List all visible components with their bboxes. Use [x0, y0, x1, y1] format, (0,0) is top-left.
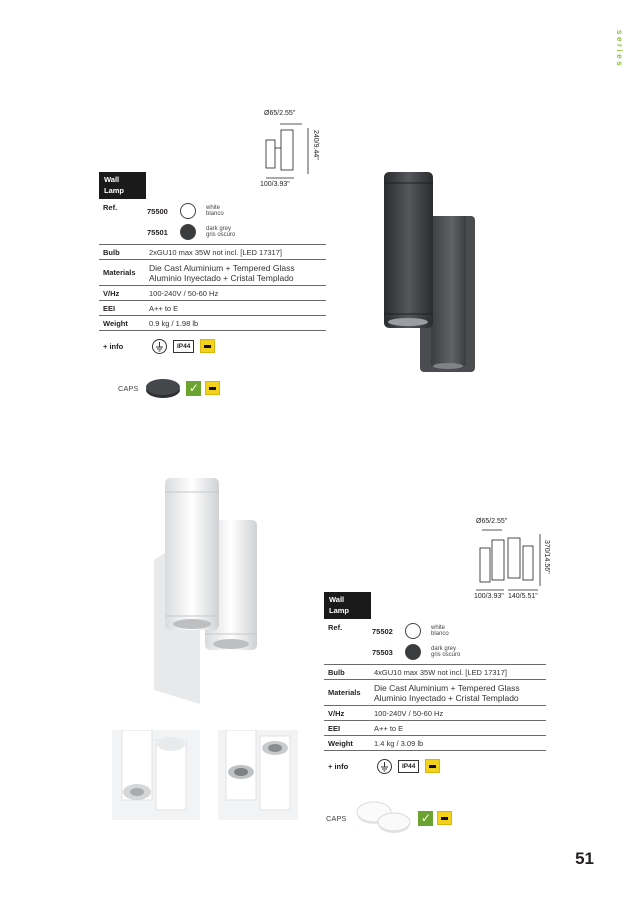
ip44-badge: IP44: [398, 760, 419, 773]
eei-value: A++ to E: [149, 303, 179, 313]
bulb-value: 2xGU10 max 35W not incl. [LED 17317]: [149, 247, 282, 257]
materials-row: [324, 680, 546, 706]
eei-label: EEI: [328, 723, 341, 733]
white-swatch-icon: [405, 623, 421, 639]
depth-label: 100/3.93": [474, 593, 504, 600]
ref-label: Ref.: [103, 203, 118, 212]
bulb-row: [99, 245, 326, 260]
vhz-value: 100-240V / 50-60 Hz: [374, 708, 444, 718]
materials-label: Materials: [328, 688, 361, 697]
bulb-value: 4xGU10 max 35W not incl. [LED 17317]: [374, 667, 507, 677]
ref-item-75502: [372, 623, 460, 639]
ref-label: Ref.: [328, 623, 343, 632]
weight-label: Weight: [328, 738, 353, 748]
caps-label: CAPS: [118, 383, 139, 393]
product2-specs: [324, 592, 546, 781]
bulb-row: [324, 665, 546, 680]
color-es: blanco: [206, 211, 224, 217]
ref-code: 75503: [372, 647, 393, 657]
ref-code: 75502: [372, 626, 393, 636]
height-label: 240/9.44": [312, 130, 319, 160]
check-icon: ✓: [186, 381, 201, 396]
ground-class-icon: [377, 759, 392, 774]
info-label: + info: [328, 761, 349, 771]
color-en: dark grey: [206, 225, 232, 232]
materials-value-en: Die Cast Aluminium + Tempered Glass: [374, 682, 520, 693]
ref-row: [324, 619, 546, 665]
product1-specs: [99, 172, 326, 361]
ref-code: 75500: [147, 206, 168, 216]
white-swatch-icon: [180, 203, 196, 219]
product2-detail-photo-2: [218, 730, 298, 820]
weight-row: [99, 316, 326, 331]
color-en: white: [206, 204, 221, 211]
ip44-badge: IP44: [173, 340, 194, 353]
white-wall-lamp-image: [148, 470, 278, 710]
color-en: dark grey: [431, 645, 457, 652]
eei-row: [324, 721, 546, 736]
caps-label: CAPS: [326, 813, 347, 823]
diameter-label: Ø65/2.55": [476, 518, 508, 525]
color-es: blanco: [431, 631, 449, 637]
vhz-row: [324, 706, 546, 721]
yellow-class-badge: [437, 811, 452, 825]
height-label: 370/14.56": [543, 540, 550, 574]
info-label: + info: [103, 341, 124, 351]
width-label: 140/5.51": [508, 593, 538, 600]
eei-row: [99, 301, 326, 316]
dark-grey-swatch-icon: [405, 644, 421, 660]
materials-value-en: Die Cast Aluminium + Tempered Glass: [149, 262, 295, 273]
diameter-label: Ø65/2.55": [264, 110, 296, 117]
product1-photo: [360, 150, 490, 390]
dark-wall-lamp-image: [360, 150, 490, 390]
check-icon: ✓: [418, 811, 433, 826]
ground-class-icon: [152, 339, 167, 354]
eei-value: A++ to E: [374, 723, 404, 733]
materials-value-es: Aluminio Inyectado + Cristal Templado: [374, 692, 519, 703]
ref-row: [99, 199, 326, 245]
dark-grey-swatch-icon: [180, 224, 196, 240]
vhz-row: [99, 286, 326, 301]
materials-value-es: Aluminio Inyectado + Cristal Templado: [149, 272, 294, 283]
color-es: gris oscuro: [206, 232, 236, 238]
series-label: series: [615, 30, 624, 69]
white-lamp-lens-detail-image: [218, 730, 298, 820]
materials-row: [99, 260, 326, 286]
ref-item-75501: [147, 224, 235, 240]
vhz-label: V/Hz: [103, 288, 120, 298]
vhz-label: V/Hz: [328, 708, 345, 718]
info-row: [324, 751, 546, 781]
weight-value: 0.9 kg / 1.98 lb: [149, 318, 199, 328]
yellow-class-badge: [425, 759, 440, 773]
product2-photo: [148, 470, 278, 710]
info-row: [99, 331, 326, 361]
eei-label: EEI: [103, 303, 116, 313]
color-es: gris oscuro: [431, 652, 461, 658]
weight-label: Weight: [103, 318, 128, 328]
dark-cap-image: [144, 376, 182, 400]
bulb-label: Bulb: [103, 247, 120, 257]
weight-value: 1.4 kg / 3.09 lb: [374, 738, 424, 748]
product1-caps: [118, 376, 220, 400]
white-lamp-detail-image: [112, 730, 200, 820]
yellow-class-badge: [200, 339, 215, 353]
yellow-class-badge: [205, 381, 220, 395]
materials-label: Materials: [103, 268, 136, 277]
ref-item-75503: [372, 644, 460, 660]
page-number: 51: [575, 849, 594, 868]
ref-item-75500: [147, 203, 235, 219]
vhz-value: 100-240V / 50-60 Hz: [149, 288, 219, 298]
product-header: Wall Lamp: [99, 172, 146, 199]
product2-detail-photo-1: [112, 730, 200, 820]
bulb-label: Bulb: [328, 667, 345, 677]
weight-row: [324, 736, 546, 751]
product2-caps: [326, 800, 452, 836]
depth-label: 100/3.93": [260, 181, 290, 188]
color-en: white: [431, 624, 446, 631]
white-caps-image: [352, 800, 414, 836]
product-header: Wall Lamp: [324, 592, 371, 619]
ref-code: 75501: [147, 227, 168, 237]
